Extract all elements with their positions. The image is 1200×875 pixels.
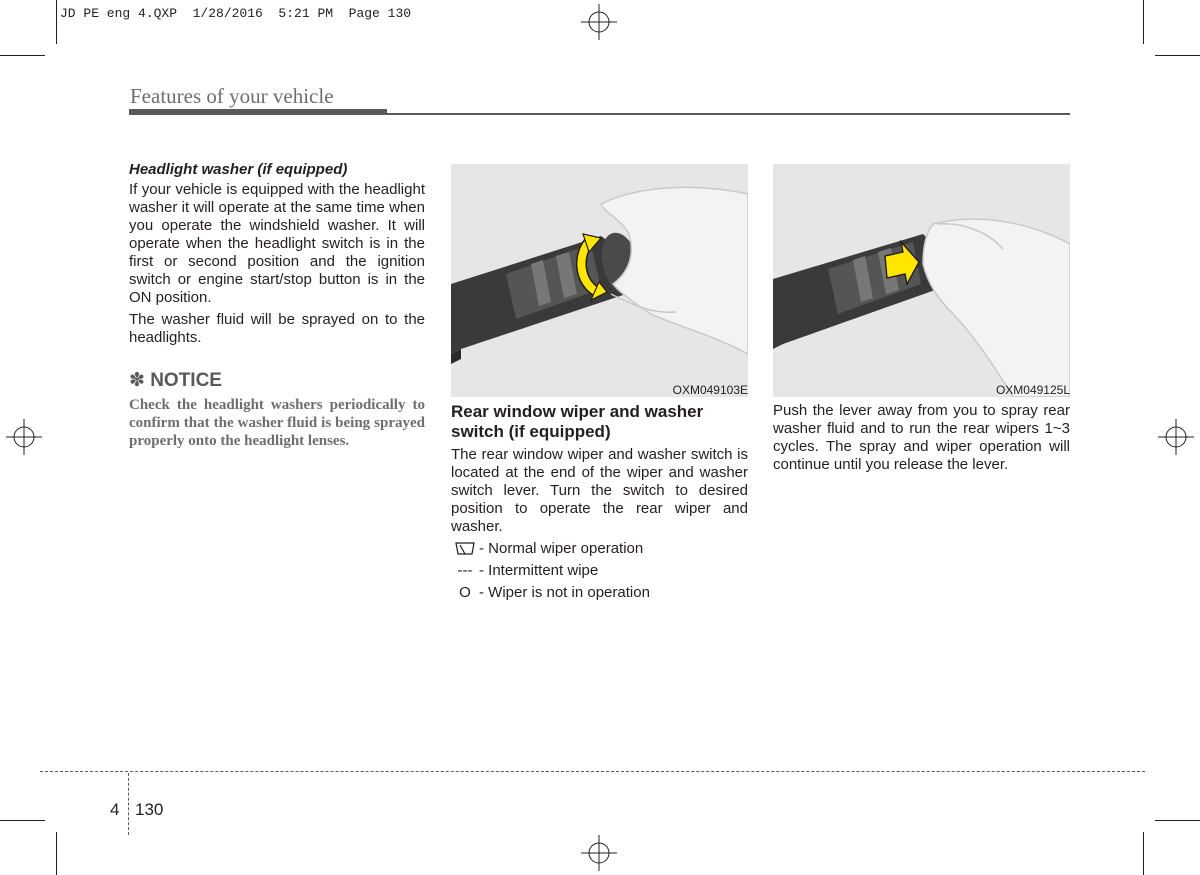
- crop-mark: [1143, 0, 1144, 44]
- mode-row-off: [451, 584, 748, 602]
- crop-mark: [0, 820, 45, 821]
- intermittent-symbol: ---: [457, 562, 473, 579]
- off-symbol: O: [459, 584, 471, 601]
- mode-row-normal: [451, 540, 748, 558]
- chapter-number: 4: [110, 800, 120, 819]
- crop-mark: [1155, 55, 1200, 56]
- mode-row-intermittent: [451, 562, 748, 580]
- paragraph: The washer fluid will be sprayed on to the headlights.: [129, 311, 425, 346]
- wiper-lever-illustration: [451, 164, 748, 397]
- paragraph: Push the lever away from you to spray rear washer fluid and to run the rear wipers 1~3 cycles. The spray and wiper operation will continue until you release the lever.: [773, 402, 1070, 473]
- crop-mark: [1143, 832, 1144, 875]
- notice-title: ✽ NOTICE: [129, 370, 222, 391]
- header-rule: [387, 113, 1070, 115]
- registration-mark-icon: [581, 835, 617, 871]
- figure-code: OXM049125L: [995, 383, 1070, 397]
- subhead-headlight-washer: Headlight washer (if equipped): [129, 161, 348, 178]
- mode-label: - Normal wiper operation: [479, 540, 644, 557]
- rear-wiper-icon: [451, 541, 479, 557]
- figure-rear-washer-push: [773, 164, 1070, 397]
- print-slug: JD PE eng 4.QXP 1/28/2016 5:21 PM Page 130: [60, 6, 412, 21]
- figure-rear-wiper-rotate: [451, 164, 748, 397]
- crop-mark: [1155, 820, 1200, 821]
- section-title: Features of your vehicle: [130, 84, 334, 108]
- page-number: 130: [135, 800, 164, 819]
- paragraph: The rear window wiper and washer switch is located at the end of the wiper and washer switch lever. Turn the switch to desired position to operate the rear wiper and washer.: [451, 446, 748, 535]
- rear-washer-section: [773, 402, 1070, 478]
- section-heading: Rear window wiper and washer switch (if equipped): [451, 402, 704, 441]
- paragraph: If your vehicle is equipped with the headlight washer it will operate at the same time when you operate the windshield washer. It will operate when the headlight switch is in the first or second position and the ignition switch or engine start/stop button is in the ON position.: [129, 181, 425, 306]
- footer-divider: [128, 773, 129, 835]
- header-bar: [129, 109, 387, 115]
- crop-mark: [56, 0, 57, 44]
- crop-mark: [0, 55, 45, 56]
- registration-mark-icon: [581, 4, 617, 40]
- registration-mark-icon: [1158, 419, 1194, 455]
- mode-label: - Intermittent wipe: [479, 562, 599, 579]
- registration-mark-icon: [6, 419, 42, 455]
- footer-rule: [40, 771, 1145, 772]
- notice-text: Check the headlight washers periodically to confirm that the washer fluid is being sprayed properly onto the headlight lenses.: [129, 397, 425, 449]
- crop-mark: [56, 832, 57, 875]
- headlight-washer-section: [129, 161, 425, 450]
- figure-code: OXM049103E: [672, 383, 748, 397]
- washer-lever-illustration: [773, 164, 1070, 397]
- mode-label: - Wiper is not in operation: [479, 584, 650, 601]
- rear-wiper-section: [451, 402, 748, 606]
